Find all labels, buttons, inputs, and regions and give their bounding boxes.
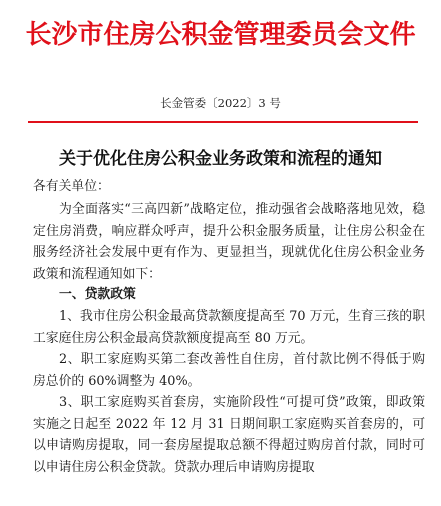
policy-item-1: 1、我市住房公积金最高贷款额度提高至 70 万元，生育三孩的职工家庭住房公积金最高贷款额度提高至 80 万元。 <box>33 309 425 346</box>
red-divider <box>28 121 418 123</box>
document-number: 长金管委〔2022〕3 号 <box>160 96 281 110</box>
policy-item-2: 2、职工家庭购买第二套改善性自住房，首付款比例不得低于购房总价的 60%调整为 40%。 <box>33 352 425 389</box>
intro-paragraph: 为全面落实“三高四新”战略定位，推动强省会战略落地见效，稳定住房消费，响应群众呼声，提升公积金服务质量，让住房公积金在服务经济社会发展中更有作为、更显担当，现就优化住房公积金业务政策和流程通知如下： <box>33 202 425 283</box>
section-heading-loan-policy: 一、贷款政策 <box>59 287 136 302</box>
notice-title: 关于优化住房公积金业务政策和流程的通知 <box>59 149 382 169</box>
salutation: 各有关单位： <box>33 179 110 194</box>
issuing-authority-title: 长沙市住房公积金管理委员会文件 <box>25 20 416 50</box>
policy-item-3: 3、职工家庭购买首套房，实施阶段性“可提可贷”政策，即政策实施之日起至 2022 年 12 月 31 日期间职工家庭购买首套房的，可以申请购房提取，同一套房屋提取总额不得超过购房首付款，同时可以申请住房公积金贷款。贷款办理后申请购房提取 <box>33 395 425 476</box>
